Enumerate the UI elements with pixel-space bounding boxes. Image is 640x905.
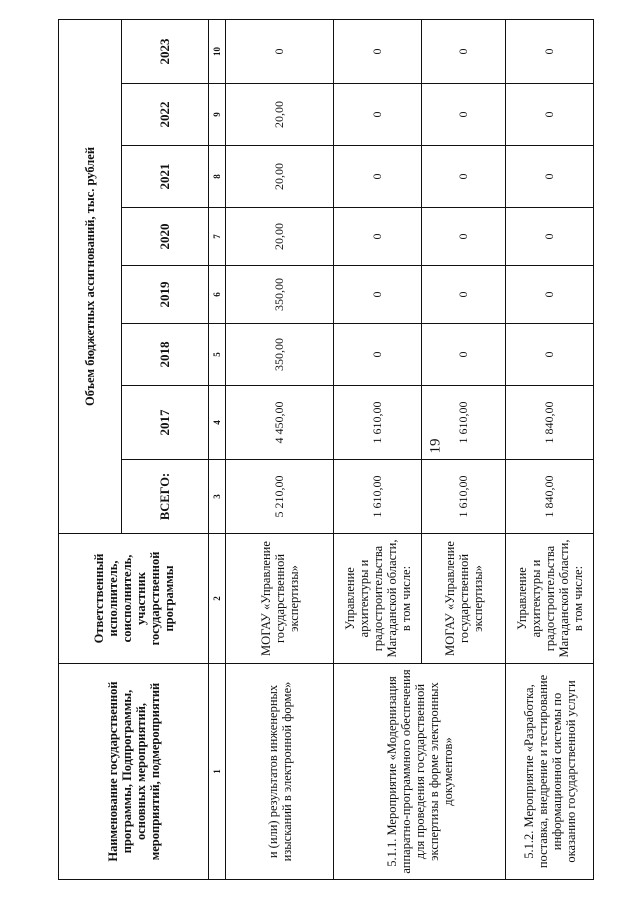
value-cell: 1 610,00 <box>422 386 506 460</box>
value-cell: 5 210,00 <box>226 460 334 534</box>
column-index: 6 <box>209 266 226 324</box>
value-cell: 0 <box>334 84 422 146</box>
column-index: 2 <box>209 534 226 664</box>
value-cell: 0 <box>422 324 506 386</box>
value-cell: 0 <box>422 266 506 324</box>
value-cell: 0 <box>506 324 594 386</box>
column-index: 10 <box>209 19 226 83</box>
budget-table <box>58 19 594 880</box>
value-cell: 1 840,00 <box>506 386 594 460</box>
value-cell: 350,00 <box>226 266 334 324</box>
measure-name: и (или) результатов инженерных изысканий в электронной форме» <box>226 664 334 880</box>
value-cell: 1 610,00 <box>334 460 422 534</box>
column-index: 9 <box>209 84 226 146</box>
value-cell: 1 840,00 <box>506 460 594 534</box>
column-index: 4 <box>209 386 226 460</box>
value-cell: 0 <box>506 266 594 324</box>
header-row-1 <box>59 19 122 879</box>
value-cell: 20,00 <box>226 208 334 266</box>
value-cell: 0 <box>506 146 594 208</box>
header-year: 2022 <box>122 84 209 146</box>
value-cell: 0 <box>506 208 594 266</box>
value-cell: 0 <box>334 208 422 266</box>
value-cell: 0 <box>506 19 594 83</box>
value-cell: 350,00 <box>226 324 334 386</box>
header-year: 2018 <box>122 324 209 386</box>
value-cell: 20,00 <box>226 146 334 208</box>
column-index: 7 <box>209 208 226 266</box>
column-index-row <box>209 19 226 879</box>
column-index: 5 <box>209 324 226 386</box>
value-cell: 0 <box>422 84 506 146</box>
executor-cell: МОГАУ «Управление государственной экспертизы» <box>226 534 334 664</box>
value-cell: 4 450,00 <box>226 386 334 460</box>
header-year: 2020 <box>122 208 209 266</box>
value-cell: 1 610,00 <box>422 460 506 534</box>
column-index: 8 <box>209 146 226 208</box>
executor-cell: Управление архитектуры и градостроительства Магаданской области, в том числе: <box>334 534 422 664</box>
value-cell: 0 <box>422 146 506 208</box>
table-row <box>334 19 422 879</box>
value-cell: 0 <box>422 208 506 266</box>
rotated-page-content <box>58 19 594 880</box>
header-budget-group: Объем бюджетных ассигнований, тыс. рублей <box>59 19 122 533</box>
header-year: 2017 <box>122 386 209 460</box>
header-executor: Ответственный исполнитель, соисполнитель, участник государственной программы <box>59 534 209 664</box>
header-year: 2019 <box>122 266 209 324</box>
value-cell: 0 <box>226 19 334 83</box>
executor-cell: МОГАУ «Управление государственной экспертизы» <box>422 534 506 664</box>
header-year: 2021 <box>122 146 209 208</box>
value-cell: 0 <box>506 84 594 146</box>
table-row <box>506 19 594 879</box>
header-name: Наименование государственной программы, Подпрограммы, основных мероприятий, мероприятий, подмероприятий <box>59 664 209 880</box>
column-index: 3 <box>209 460 226 534</box>
value-cell: 0 <box>334 266 422 324</box>
value-cell: 1 610,00 <box>334 386 422 460</box>
value-cell: 0 <box>334 324 422 386</box>
header-year: 2023 <box>122 19 209 83</box>
column-index: 1 <box>209 664 226 880</box>
measure-name: 5.1.2. Мероприятие «Разработка, поставка, внедрение и тестирование информационной системы по оказанию государственной услуги <box>506 664 594 880</box>
page-number: 19 <box>427 438 444 454</box>
value-cell: 20,00 <box>226 84 334 146</box>
measure-name: 5.1.1. Мероприятие «Модернизация аппаратно-программного обеспечения для проведения государственной экспертизы в форме электронных документов» <box>334 664 506 880</box>
header-total: ВСЕГО: <box>122 460 209 534</box>
table-row <box>226 19 334 879</box>
executor-cell: Управление архитектуры и градостроительства Магаданской области, в том числе: <box>506 534 594 664</box>
value-cell: 0 <box>334 146 422 208</box>
value-cell: 0 <box>334 19 422 83</box>
value-cell: 0 <box>422 19 506 83</box>
